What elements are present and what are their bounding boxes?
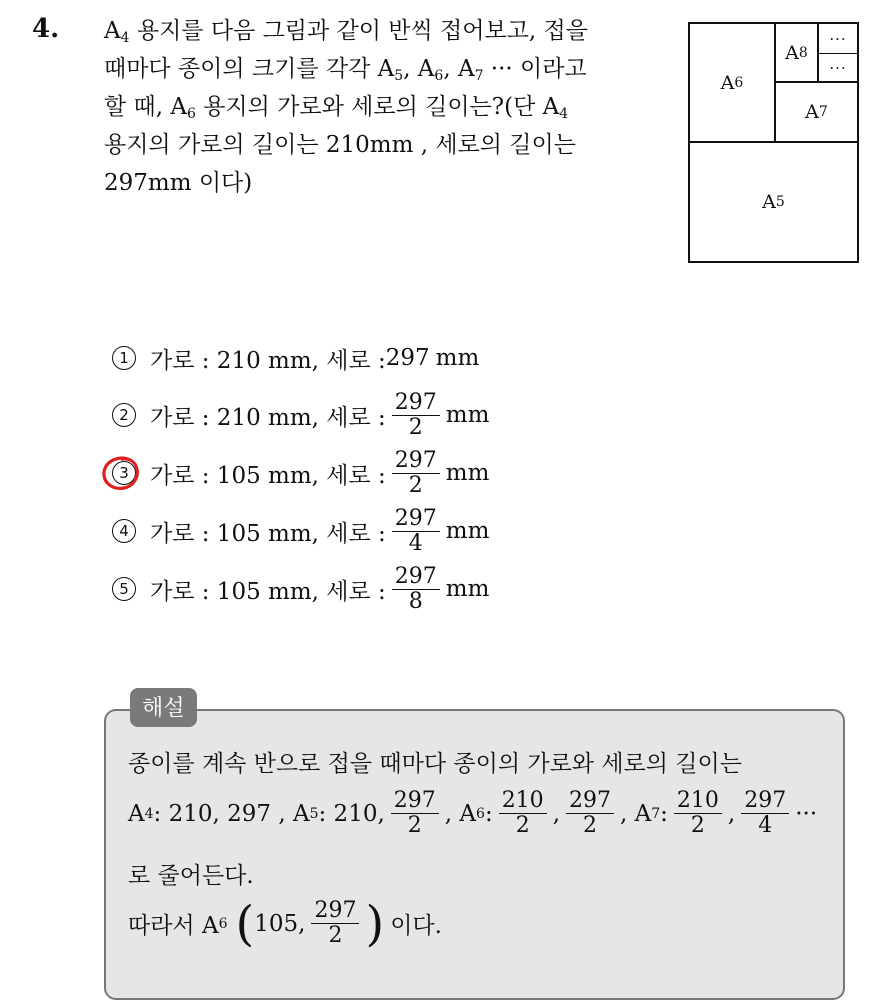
choice-2[interactable]	[112, 386, 489, 444]
question-line-5: 297mm 이다)	[104, 170, 253, 196]
fraction: $\frac{297}{4}$	[741, 789, 789, 838]
solution-tag: 해설	[130, 688, 197, 727]
question-line-3: 할 때, $A_6$ 용지의 가로와 세로의 길이는?(단 $A_4$	[104, 94, 569, 122]
choice-fraction: $\frac{297}{8}$	[392, 565, 440, 614]
a10-region: ···	[819, 54, 857, 83]
choice-number: 1	[112, 346, 136, 370]
a6-region: A 6	[690, 24, 776, 143]
solution-line-4: 따라서 A 6 ( 105, $\frac{297}{2}$ ) 이다.	[128, 895, 442, 952]
choice-label: 가로 : 210 mm, 세로 :	[150, 404, 386, 431]
fraction: $\frac{297}{2}$	[311, 899, 359, 948]
choice-label: 가로 : 210 mm, 세로 :	[150, 347, 386, 374]
fraction: $\frac{210}{2}$	[674, 789, 722, 838]
fraction: $\frac{297}{2}$	[566, 789, 614, 838]
choice-unit: mm	[445, 518, 490, 544]
question-line-1: $A_4$ 용지를 다음 그림과 같이 반씩 접어보고, 접을	[104, 18, 588, 46]
choice-5[interactable]	[112, 560, 489, 618]
question-line-4: 용지의 가로의 길이는 210mm , 세로의 길이는	[104, 132, 576, 158]
choice-number: 5	[112, 577, 136, 601]
paper-folding-figure	[688, 22, 859, 263]
choice-number: 4	[112, 519, 136, 543]
fraction: $\frac{210}{2}$	[499, 789, 547, 838]
a8-region: A 8	[776, 24, 819, 83]
a9-region: ···	[819, 24, 857, 54]
question-text	[104, 12, 664, 202]
choice-unit: mm	[445, 402, 490, 428]
choice-fraction: $\frac{297}{4}$	[392, 507, 440, 556]
question-line-2: 때마다 종이의 크기를 각각 $A_5$, $A_6$, $A_7$ ··· 이라고	[104, 56, 587, 84]
paren-close: )	[365, 895, 385, 952]
choice-number: 3	[112, 461, 136, 485]
solution-line-3: 로 줄어든다.	[128, 863, 254, 889]
paren-open: (	[235, 895, 255, 952]
choice-fraction: $\frac{297}{2}$	[392, 391, 440, 440]
choice-fraction: $\frac{297}{2}$	[392, 449, 440, 498]
choice-height: 297	[385, 345, 430, 371]
question-number: 4.	[32, 14, 60, 44]
a7-region: A 7	[776, 83, 857, 143]
choice-4[interactable]	[112, 502, 489, 560]
choice-number: 2	[112, 403, 136, 427]
red-circle-mark	[100, 454, 142, 492]
choice-label: 가로 : 105 mm, 세로 :	[150, 578, 386, 605]
solution-line-1: 종이를 계속 반으로 접을 때마다 종이의 가로와 세로의 길이는	[128, 751, 742, 777]
solution-box	[104, 709, 845, 1000]
choice-3[interactable]	[112, 444, 489, 502]
choice-unit: mm	[445, 460, 490, 486]
choice-label: 가로 : 105 mm, 세로 :	[150, 462, 386, 489]
fraction: $\frac{297}{2}$	[391, 789, 439, 838]
choice-unit: mm	[445, 576, 490, 602]
choice-label: 가로 : 105 mm, 세로 :	[150, 520, 386, 547]
choice-1[interactable]	[112, 338, 479, 378]
choice-unit: mm	[435, 345, 480, 371]
solution-line-2: A 4 : 210, 297 , A 5 : 210, $\frac{297}{2}$ , A 6 : $\frac{210}{2}$ , $\frac{297}{2}$ , A 7 : $\frac{210}{2}$ , $\frac{297}{4}$ ···	[128, 788, 818, 838]
a5-region: A 5	[762, 191, 785, 213]
